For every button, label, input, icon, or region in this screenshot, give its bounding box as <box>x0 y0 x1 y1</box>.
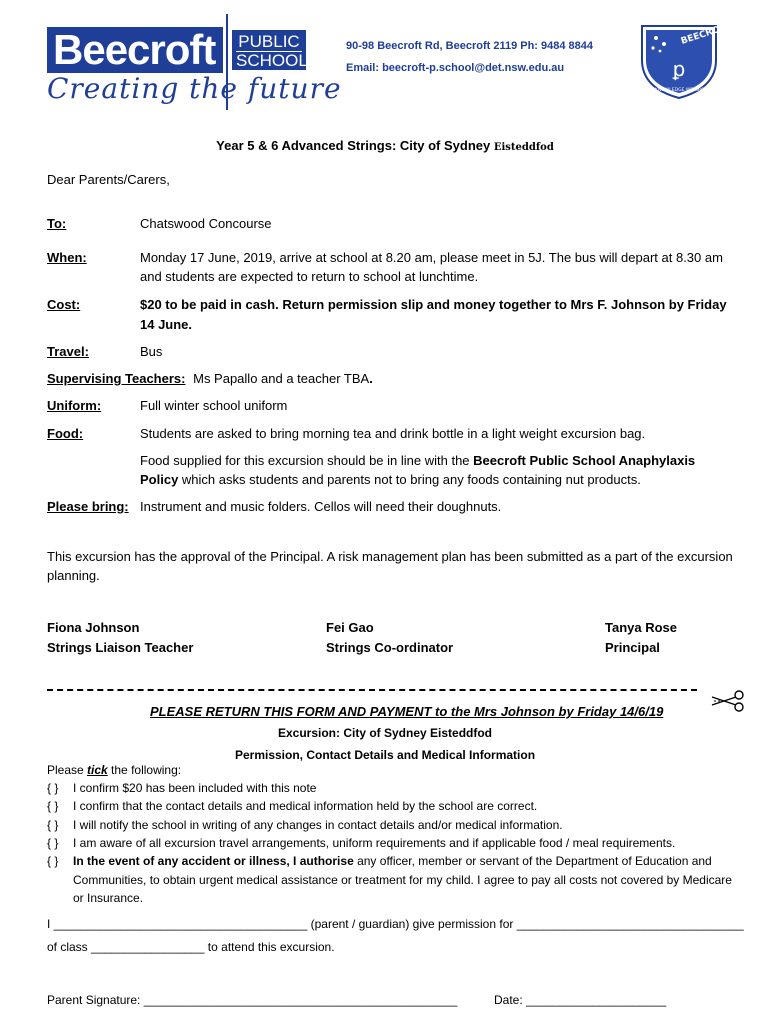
svg-text:ꝑ: ꝑ <box>672 57 686 81</box>
authorise-bold: In the event of any accident or illness, I authorise <box>73 854 354 868</box>
cost-line1: $20 to be paid in cash. Return permission slip and money together to Mrs F. Johnson by Friday <box>140 297 727 312</box>
travel-value: Bus <box>140 344 163 359</box>
logo-wordmark: Beecroft <box>47 27 223 73</box>
checkbox-item-5-line2: Communities, to obtain urgent medical assistance or treatment for my child. I agree to pay all costs not covered by Medicare <box>73 873 732 887</box>
return-notice: PLEASE RETURN THIS FORM AND PAYMENT to the Mrs Johnson by Friday 14/6/19 <box>150 704 664 719</box>
scissors-icon <box>710 690 746 712</box>
tick-instruction-a: Please <box>47 763 88 777</box>
bring-value: Instrument and music folders. Cellos will need their doughnuts. <box>140 499 502 514</box>
checkbox-item-5[interactable] <box>47 853 712 870</box>
supervising-value: Ms Papallo and a teacher TBA <box>193 371 370 386</box>
uniform-value: Full winter school uniform <box>140 398 288 413</box>
approval-line1: This excursion has the approval of the Principal. A risk management plan has been submitted as a part of the excursion <box>47 549 733 564</box>
food-paragraph2-line2 <box>140 471 641 488</box>
checkbox-item-4[interactable] <box>47 835 676 852</box>
checkbox-item-label <box>73 853 712 870</box>
crest-bottom-text: IN KNOWLEDGE WE GROW <box>648 88 710 93</box>
checkbox-item-3[interactable] <box>47 817 563 834</box>
title-suffix: Eisteddfod <box>493 142 554 153</box>
date-field[interactable]: Date: _____________________ <box>494 993 667 1007</box>
food-paragraph2-line1 <box>140 452 695 469</box>
checkbox-item-2[interactable] <box>47 798 538 815</box>
when-line1: Monday 17 June, 2019, arrive at school at 8.20 am, please meet in 5J. The bus will depart at 8.30 am <box>140 250 723 265</box>
checkbox-bracket[interactable]: { } <box>47 836 59 850</box>
food-label: Food: <box>47 426 84 441</box>
cost-line2: 14 June. <box>140 317 193 332</box>
signatory-2-name: Fei Gao <box>326 620 374 635</box>
checkbox-item-label: I confirm $20 has been included with this note <box>73 781 317 795</box>
checkbox-item-5-line3: or Insurance. <box>73 891 144 905</box>
checkbox-item-label: I am aware of all excursion travel arrangements, uniform requirements and if applicable food / meal requirements. <box>73 836 676 850</box>
food-p2-c: Policy <box>140 472 179 487</box>
tick-instruction <box>47 762 181 779</box>
checkbox-bracket[interactable]: { } <box>47 818 59 832</box>
tick-instruction-emph: tick <box>87 763 108 777</box>
signatory-1-role: Strings Liaison Teacher <box>47 640 194 655</box>
to-value: Chatswood Concourse <box>140 216 272 231</box>
when-line2: and students are expected to return to school at lunchtime. <box>140 269 479 284</box>
school-crest-icon <box>636 20 733 102</box>
food-p2-b: Beecroft Public School Anaphylaxis <box>473 453 696 468</box>
parent-signature-field[interactable]: Parent Signature: _______________________________________________ <box>47 993 458 1007</box>
logo-tagline: Creating the future <box>47 72 342 105</box>
to-label: To: <box>47 216 67 231</box>
class-field[interactable]: of class _________________ to attend this excursion. <box>47 940 335 954</box>
cut-line <box>47 689 697 691</box>
bring-label: Please bring: <box>47 499 129 514</box>
logo-public-school-box <box>232 30 306 70</box>
food-p2-a: Food supplied for this excursion should be in line with the <box>140 453 474 468</box>
permission-field[interactable]: I ______________________________________ (parent / guardian) give permission for __________________________________ <box>47 917 744 931</box>
checkbox-bracket[interactable]: { } <box>47 854 59 868</box>
supervising-row <box>47 370 373 387</box>
food-line1: Students are asked to bring morning tea and drink bottle in a light weight excursion bag. <box>140 426 646 441</box>
supervising-end: . <box>369 371 373 386</box>
authorise-rest: any officer, member or servant of the Department of Education and <box>353 854 712 868</box>
checkbox-bracket[interactable]: { } <box>47 799 59 813</box>
signatory-3-role: Principal <box>605 640 660 655</box>
logo-box-line1: PUBLIC <box>238 32 300 51</box>
signatory-1-name: Fiona Johnson <box>47 620 140 635</box>
signatory-3-name: Tanya Rose <box>605 620 678 635</box>
approval-line2: planning. <box>47 568 100 583</box>
school-email: Email: beecroft-p.school@det.nsw.edu.au <box>346 62 565 74</box>
supervising-label: Supervising Teachers: <box>47 371 186 386</box>
page-title <box>0 137 770 156</box>
travel-label: Travel: <box>47 344 89 359</box>
school-address: 90-98 Beecroft Rd, Beecroft 2119 Ph: 9484 8844 <box>346 40 594 52</box>
food-p2-d: which asks students and parents not to bring any foods containing nut products. <box>178 472 641 487</box>
checkbox-item-label: I will notify the school in writing of any changes in contact details and/or medical information. <box>73 818 563 832</box>
greeting: Dear Parents/Carers, <box>47 172 170 187</box>
crest-top-text: BEECROFT <box>679 21 733 47</box>
form-heading-2: Permission, Contact Details and Medical Information <box>234 748 536 762</box>
form-heading-1: Excursion: City of Sydney Eisteddfod <box>277 726 493 740</box>
checkbox-bracket[interactable]: { } <box>47 781 59 795</box>
signatory-2-role: Strings Co-ordinator <box>326 640 454 655</box>
logo-box-line2: SCHOOL <box>236 51 308 70</box>
checkbox-item-1[interactable] <box>47 780 317 797</box>
when-label: When: <box>47 250 87 265</box>
tick-instruction-b: the following: <box>107 763 182 777</box>
cost-label: Cost: <box>47 297 81 312</box>
uniform-label: Uniform: <box>47 398 102 413</box>
checkbox-item-label: I confirm that the contact details and medical information held by the school are correct. <box>73 799 538 813</box>
title-main: Year 5 & 6 Advanced Strings: City of Sydney <box>216 138 494 153</box>
